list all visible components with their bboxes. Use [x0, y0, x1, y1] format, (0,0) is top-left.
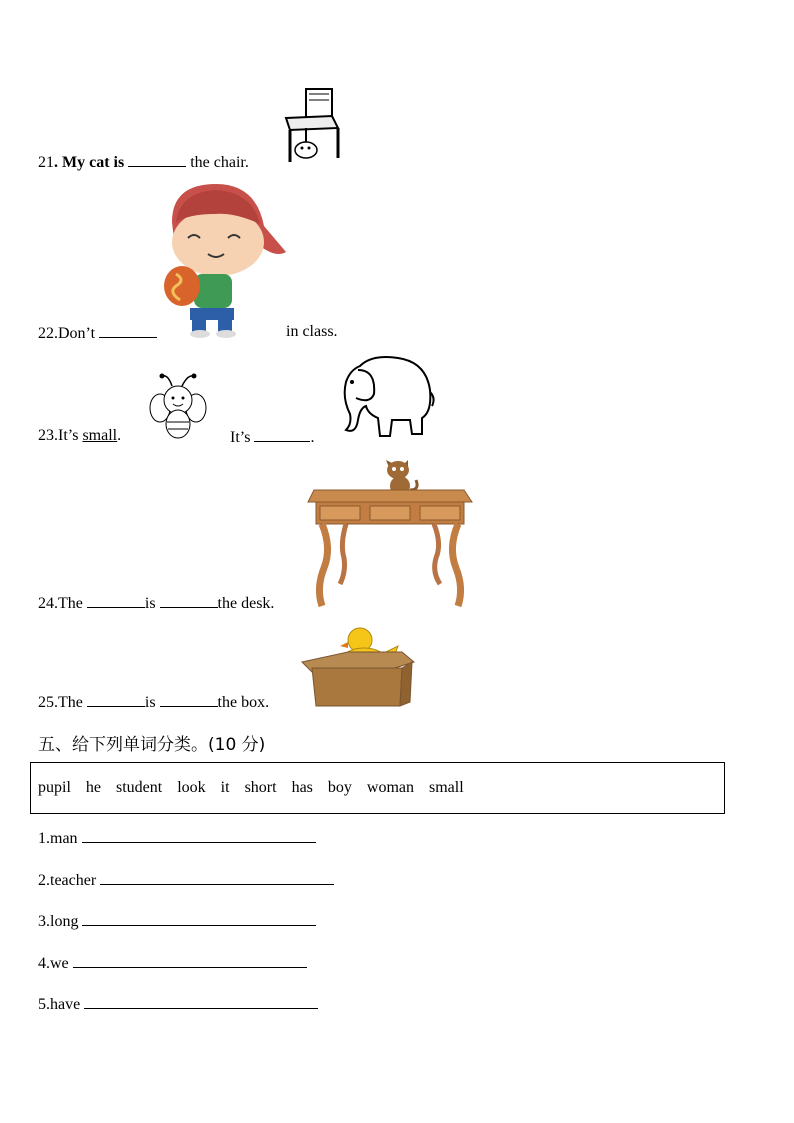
category-1: 1.man [38, 828, 316, 848]
answer-line[interactable] [100, 870, 334, 885]
word-woman: woman [366, 779, 414, 796]
answer-line[interactable] [82, 828, 316, 843]
question-25: 25.The is the box. [38, 694, 270, 711]
answer-blank[interactable] [254, 427, 310, 442]
answer-line[interactable] [84, 994, 318, 1009]
category-5: 5.have [38, 994, 318, 1014]
answer-blank[interactable] [99, 323, 157, 338]
word-it: it [220, 779, 230, 796]
word-boy: boy [327, 779, 352, 796]
answer-blank[interactable] [87, 593, 145, 608]
word-student: student [116, 779, 163, 796]
question-23-b: It’s . [230, 429, 315, 446]
chair-with-cat-icon [284, 88, 340, 166]
word-look: look [177, 779, 206, 796]
boy-with-ball-icon [164, 182, 288, 338]
answer-line[interactable] [73, 953, 307, 968]
category-3: 3.long [38, 911, 316, 931]
question-22: 22.Don’t [38, 323, 157, 343]
word-small: small [429, 779, 464, 796]
question-23: 23.It’s small. [38, 427, 122, 444]
section-heading: 五、给下列单词分类。(10 分) [38, 735, 266, 755]
question-21: 21. My cat is the chair. [38, 154, 249, 171]
desk-icon [308, 488, 472, 610]
word-has: has [291, 779, 313, 796]
elephant-icon [332, 354, 434, 442]
duck-in-box-icon [302, 622, 416, 708]
answer-blank[interactable] [160, 593, 218, 608]
answer-line[interactable] [82, 911, 316, 926]
question-24: 24.The is the desk. [38, 595, 275, 612]
bee-icon [148, 372, 208, 440]
word-bank [30, 762, 725, 814]
word-pupil: pupil [38, 779, 71, 796]
question-22-end: in class. [286, 323, 338, 340]
word-short: short [244, 779, 277, 796]
answer-blank[interactable] [160, 692, 218, 707]
category-2: 2.teacher [38, 870, 334, 890]
answer-blank[interactable] [128, 152, 186, 167]
category-4: 4.we [38, 953, 307, 973]
word-he: he [85, 779, 101, 796]
answer-blank[interactable] [87, 692, 145, 707]
